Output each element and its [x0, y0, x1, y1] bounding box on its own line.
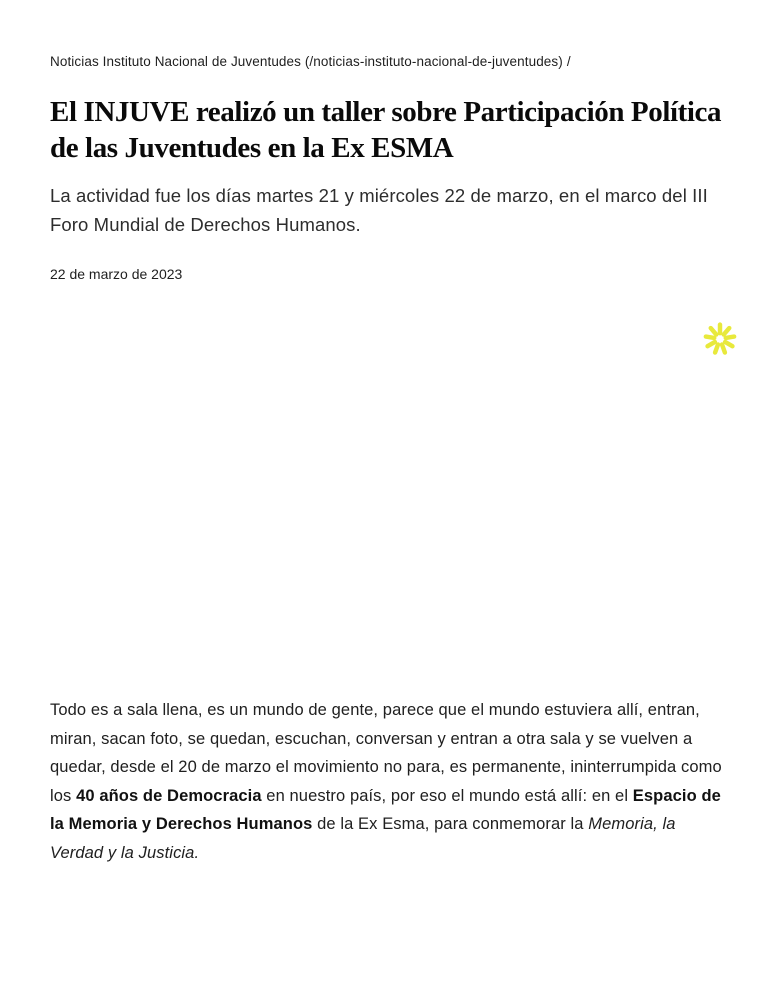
body-text-segment: Todo es a sala llena, es un mundo de gente, parece que el mundo estuviera allí, entran, miran, sacan foto, se quedan, escuchan, conversan y entran a otra sala y se vuelven a quedar, desde el 20 de marzo el movimiento no para, es permanente, ininterrumpida como los: [50, 701, 722, 805]
body-text-segment: en nuestro país, por eso el mundo está allí: en el: [261, 786, 633, 805]
breadcrumb: [50, 0, 723, 71]
body-bold-espacio-memoria: Espacio de la Memoria y Derechos Humanos: [50, 786, 721, 833]
page-title: El INJUVE realizó un taller sobre Participación Política de las Juventudes en la Ex ESMA: [50, 96, 722, 164]
breadcrumb-separator: /: [566, 54, 571, 69]
body-italic-memoria-verdad-justicia: Memoria, la Verdad y la Justicia.: [50, 815, 676, 862]
body-text-segment: de la Ex Esma, para conmemorar la: [312, 815, 589, 833]
breadcrumb-link-noticias[interactable]: Noticias Instituto Nacional de Juventudes (/noticias-instituto-nacional-de-juventudes): [50, 54, 563, 69]
loading-spinner-icon: [703, 322, 737, 356]
body-bold-democracia: 40 años de Democracia: [76, 786, 262, 805]
article-image-placeholder: [50, 296, 723, 688]
article-body: [50, 696, 723, 867]
article-lead: La actividad fue los días martes 21 y miércoles 22 de marzo, en el marco del III Foro Mundial de Derechos Humanos.: [50, 185, 708, 235]
article-date: 22 de marzo de 2023: [50, 266, 183, 282]
